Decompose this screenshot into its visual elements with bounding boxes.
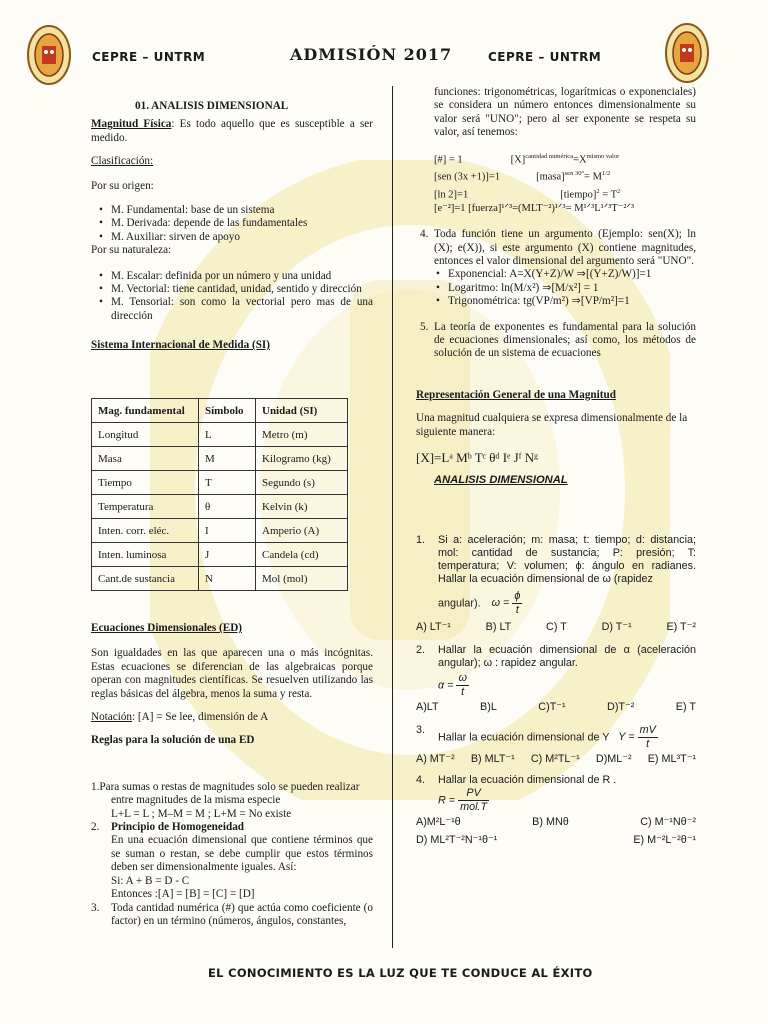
table-cell: T <box>199 471 256 495</box>
question-number: 3. <box>416 724 426 736</box>
question-formula <box>438 590 696 617</box>
header-right-text: CEPRE – UNTRM <box>488 50 602 64</box>
question-number: 1. <box>416 534 426 546</box>
rule-2-example: Si: A + B = D - C <box>111 874 190 887</box>
section-heading: 01. ANALISIS DIMENSIONAL <box>135 100 289 112</box>
answer-option: C) M⁻¹Nθ⁻² <box>640 816 696 828</box>
table-row <box>92 567 348 591</box>
fraction <box>512 590 522 617</box>
table-cell: Masa <box>92 447 199 471</box>
denominator: t <box>646 738 650 750</box>
list-item: • M. Escalar: definida por un número y una unidad <box>99 270 373 283</box>
table-row <box>92 519 348 543</box>
formula-lhs: α = <box>438 679 454 692</box>
denominator: t <box>461 686 465 698</box>
table-cell: Cant.de sustancia <box>92 567 199 591</box>
superscript: cantidad numérica <box>525 152 574 160</box>
ed-title: Ecuaciones Dimensionales (ED) <box>91 622 243 634</box>
formula-lhs: R = <box>438 794 456 807</box>
si-table <box>91 398 348 591</box>
numerator: ω <box>458 672 467 684</box>
right-column <box>416 86 696 488</box>
naturaleza-list <box>91 270 373 324</box>
rule-2-number: 2. <box>91 821 100 834</box>
example-eq: [ln 2]=1 <box>434 189 469 201</box>
page-title: ADMISIÓN 2017 <box>290 45 453 64</box>
answer-option: D) ML²T⁻²N⁻¹θ⁻¹ <box>416 834 498 846</box>
answer-option: B) MNθ <box>532 816 569 828</box>
rule-3-text: Toda cantidad numérica (#) que actúa como coeficiente (o factor) en un término (números, ángulos, constantes, <box>111 901 373 927</box>
list-item: • Trigonométrica: tg(VP/m²) ⇒[VP/m²]=1 <box>436 295 696 308</box>
table-header-cell: Símbolo <box>199 399 256 423</box>
reglas-title: Reglas para la solución de una ED <box>91 734 255 747</box>
table-cell: Segundo (s) <box>256 471 348 495</box>
naturaleza-label: Por su naturaleza: <box>91 244 172 257</box>
example-eq: [#] = 1 <box>434 154 463 166</box>
answer-options <box>416 701 696 714</box>
superscript: 2 <box>617 187 621 195</box>
table-cell: Candela (cd) <box>256 543 348 567</box>
rule-5 <box>416 321 696 361</box>
left-column <box>91 100 373 353</box>
representation-title: Representación General de una Magnitud <box>416 388 616 401</box>
answer-option: A) LT⁻¹ <box>416 621 451 633</box>
rule-1-line: L+L = L ; M–M = M ; L+M = No existe <box>111 807 292 820</box>
origen-label: Por su origen: <box>91 179 154 192</box>
answer-option: C) T <box>546 621 567 633</box>
superscript: mismo valor <box>586 152 620 160</box>
list-item: • Logaritmo: ln(M/x²) ⇒[M/x²] = 1 <box>436 282 696 295</box>
table-cell: θ <box>199 495 256 519</box>
list-item: • M. Fundamental: base de un sistema <box>99 204 373 217</box>
notacion: Notación: [A] = Se lee, dimensión de A <box>91 711 269 724</box>
table-row <box>92 447 348 471</box>
answer-option: B) MLT⁻¹ <box>470 753 515 765</box>
question-text: Hallar la ecuación dimensional de Y <box>438 731 610 744</box>
fraction <box>456 672 468 699</box>
numerator: ϕ <box>514 590 521 602</box>
table-row <box>92 495 348 519</box>
list-item: • M. Derivada: depende de las fundamentales <box>99 217 373 230</box>
rule-2 <box>91 821 373 901</box>
question-1 <box>416 534 696 617</box>
question-text: Hallar la ecuación dimensional de α (aceleración angular); ω : rapidez angular. <box>438 644 696 669</box>
example-eq: = M <box>584 171 602 183</box>
answer-option: A)M²L⁻¹θ <box>416 816 461 828</box>
example-eq: [sen (3x +1)]=1 <box>434 171 501 183</box>
question-2 <box>416 644 696 699</box>
rule-2-title: Principio de Homogeneidad <box>111 821 245 834</box>
continued-text: funciones: trigonométricas, logarítmicas o exponenciales) se considera un número entonces dimensionalmente su valor será "UNO"; pero al ser exponente se respeta su valor, así tenemos: <box>434 86 696 139</box>
example-eq: = T <box>599 189 618 201</box>
formula-lhs: Y = <box>618 731 635 744</box>
table-row <box>92 471 348 495</box>
fraction <box>458 787 489 814</box>
list-item: • M. Vectorial: tiene cantidad, unidad, sentido y dirección <box>99 283 373 296</box>
university-logo-left <box>26 24 72 86</box>
rule-5-text: La teoría de exponentes es fundamental para la solución de ecuaciones dimensionales; así como, los métodos de solución de un sistema de ecuaciones <box>434 320 696 360</box>
analisis-title: ANALISIS DIMENSIONAL <box>434 474 568 487</box>
rule-1-line: entre magnitudes de la misma especie <box>111 794 281 807</box>
superscript: 2 <box>596 187 600 195</box>
rule-1 <box>91 781 373 821</box>
answer-option: C)T⁻¹ <box>538 701 566 713</box>
table-cell: I <box>199 519 256 543</box>
table-cell: Kelvin (k) <box>256 495 348 519</box>
answer-option: E) ML³T⁻¹ <box>647 753 696 765</box>
column-divider <box>392 86 393 948</box>
question-text: Si a: aceleración; m: masa; t: tiempo; d: distancia; mol: cantidad de sustancia; P: presión; T: temperatura; V: volumen; ϕ: ángulo en radianes. Hallar la ecuación dimensional de ω (rapidez <box>438 534 696 585</box>
rule-4-list <box>434 268 696 308</box>
superscript: 1/2 <box>601 170 611 178</box>
table-header-row <box>92 399 348 423</box>
table-cell: Tiempo <box>92 471 199 495</box>
numeric-examples <box>416 150 696 217</box>
denominator: mol.T <box>460 801 488 813</box>
ed-text: Son igualdades en las que aparecen una o más incógnitas. Estas ecuaciones se diferencian de las algebraicas porque operan con magnitudes científicas. Se resuelven utilizando las reglas básicas del álgebra, menos la suma y resta. <box>91 647 373 700</box>
numerator: mV <box>639 724 656 736</box>
table-cell: Longitud <box>92 423 199 447</box>
list-item: • Exponencial: A=X(Y+Z)/W ⇒[(Y+Z)/W)]=1 <box>436 268 696 281</box>
answer-options <box>416 834 696 847</box>
magnitud-fisica: Magnitud Física: Es todo aquello que es susceptible a ser medido. <box>91 118 373 144</box>
question-formula <box>438 787 696 814</box>
answer-option: A)LT <box>416 701 439 713</box>
denominator: t <box>515 604 519 616</box>
table-cell: N <box>199 567 256 591</box>
origen-list <box>91 204 373 244</box>
table-cell: M <box>199 447 256 471</box>
table-cell: Inten. corr. eléc. <box>92 519 199 543</box>
answer-option: C) M²TL⁻¹ <box>530 753 580 765</box>
rule-3 <box>91 902 373 929</box>
answer-option: E) T⁻² <box>666 621 696 633</box>
table-cell: Temperatura <box>92 495 199 519</box>
answer-option: A) MT⁻² <box>416 753 455 765</box>
representation-formula: [X]=Lᵃ Mᵇ Tᶜ θᵈ Iᵉ Jᶠ Nᵍ <box>416 450 538 465</box>
answer-options <box>416 753 696 766</box>
si-title: Sistema Internacional de Medida (SI) <box>91 339 270 352</box>
table-row <box>92 543 348 567</box>
table-cell: L <box>199 423 256 447</box>
rule-4-text: Toda función tiene un argumento (Ejemplo: sen(X); ln (X); e(X)), si este argumento (X) contiene magnitudes, entonces el valor dimensional del argumento será "UNO". <box>434 228 696 267</box>
table-header-cell: Unidad (SI) <box>256 399 348 423</box>
question-number: 4. <box>416 774 426 786</box>
example-eq: [e⁻²]=1 [fuerza]¹ᐟ³=(MLT⁻²)¹ᐟ³= M¹ᐟ³L¹ᐟ³T⁻²ᐟ³ <box>434 203 635 215</box>
formula-lhs: ω = <box>491 597 510 610</box>
footer-motto: EL CONOCIMIENTO ES LA LUZ QUE TE CONDUCE AL ÉXITO <box>208 966 593 980</box>
example-eq: [tiempo] <box>560 189 597 201</box>
rule-3-number: 3. <box>91 901 100 914</box>
question-text: Hallar la ecuación dimensional de R . <box>438 774 617 786</box>
answer-option: D)ML⁻² <box>595 753 632 765</box>
question-3 <box>416 724 696 751</box>
table-cell: Inten. luminosa <box>92 543 199 567</box>
example-eq: [X] <box>510 154 526 166</box>
example-eq: =X <box>573 154 587 166</box>
table-cell: Mol (mol) <box>256 567 348 591</box>
table-header-cell: Mag. fundamental <box>92 399 199 423</box>
table-cell: Kilogramo (kg) <box>256 447 348 471</box>
rule-2-result: Entonces :[A] = [B] = [C] = [D] <box>111 888 255 901</box>
answer-option: B) LT <box>485 621 512 633</box>
question-formula <box>438 672 696 699</box>
answer-option: B)L <box>480 701 497 713</box>
representation-text: Una magnitud cualquiera se expresa dimensionalmente de la siguiente manera: <box>416 412 688 438</box>
clasificacion-label: Clasificación: <box>91 155 154 168</box>
rule-4-number: 4. <box>420 228 429 241</box>
rule-1-line: 1.Para sumas o restas de magnitudes solo se pueden realizar <box>91 780 360 793</box>
left-column-lower <box>91 622 373 928</box>
table-row <box>92 423 348 447</box>
table-cell: Amperio (A) <box>256 519 348 543</box>
table-cell: J <box>199 543 256 567</box>
answer-option: E) T <box>675 701 696 713</box>
answer-options <box>416 621 696 634</box>
table-cell: Metro (m) <box>256 423 348 447</box>
answer-option: E) M⁻²L⁻²θ⁻¹ <box>633 834 696 846</box>
list-item: • M. Tensorial: son como la vectorial pero mas de una dirección <box>99 296 373 323</box>
answer-option: D)T⁻² <box>607 701 635 713</box>
question-number: 2. <box>416 644 426 656</box>
answer-options <box>416 816 696 829</box>
question-4 <box>416 774 696 814</box>
fraction <box>638 724 658 751</box>
example-eq: [masa] <box>536 171 565 183</box>
superscript: sen 30° <box>564 170 585 178</box>
rule-5-number: 5. <box>420 320 429 333</box>
exercises <box>416 534 696 847</box>
question-text: angular). <box>438 597 481 610</box>
answer-option: D) T⁻¹ <box>601 621 632 633</box>
rule-4 <box>416 228 696 308</box>
university-logo-right <box>664 22 710 84</box>
list-item: • M. Auxiliar: sirven de apoyo <box>99 231 373 244</box>
rule-2-text: En una ecuación dimensional que contiene términos que se suman o restan, se debe cumplir que estos términos deben ser dimensionalmente iguales. Así: <box>111 834 373 874</box>
numerator: PV <box>458 787 489 801</box>
header-left-text: CEPRE – UNTRM <box>92 50 206 64</box>
